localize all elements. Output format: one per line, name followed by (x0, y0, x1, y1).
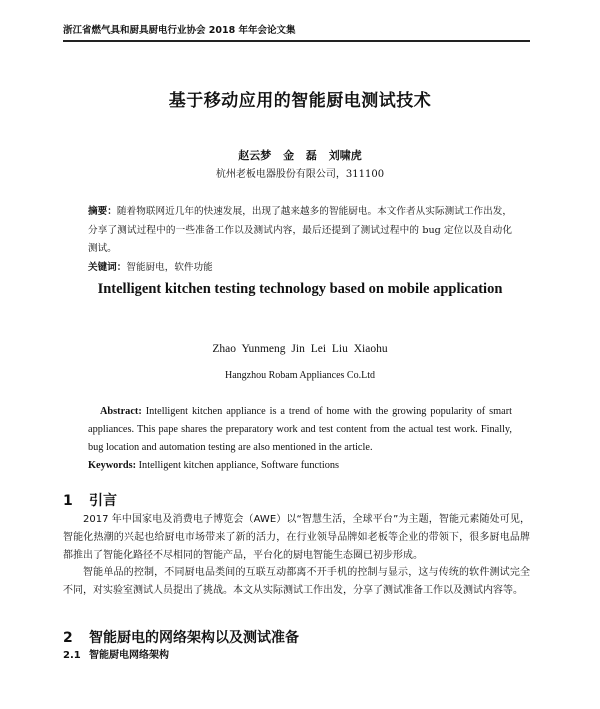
english-title: Intelligent kitchen testing technology based on mobile application (97, 281, 503, 297)
paragraph: 智能单品的控制，不同厨电品类间的互联互动都离不开手机的控制与显示，这与传统的软件测试完全不同，对实验室测试人员提出了挑战。本文从实际测试工作出发，分享了测试准备工作以及测试内容等。 (63, 567, 530, 597)
keywords-label: 关键词： (88, 261, 127, 273)
section-title: 引言 (89, 493, 117, 509)
english-authors: Zhao Yunmeng Jin Lei Liu Xiaohu (212, 343, 388, 355)
section-1-heading (63, 490, 117, 510)
header-rule (63, 40, 530, 42)
section-title: 智能厨电的网络架构以及测试准备 (89, 630, 299, 646)
affiliation: 杭州老板电器股份有限公司，311100 (215, 169, 385, 180)
subsection-number: 2.1 (63, 650, 81, 661)
abstract-en (88, 403, 512, 475)
paper-title: 基于移动应用的智能厨电测试技术 (168, 91, 432, 111)
paragraph: 2017 年中国家电及消费电子博览会（AWE）以“智慧生活，全球平台”为主题，智能元素随处可见，智能化热潮的兴起也给厨电市场带来了新的活力，在行业领导品牌如老板等企业的带领下，很多厨电品牌都推出了智能化路径不尽相同的智能产品，平台化的厨电智能生态圈已初步形成。 (63, 514, 530, 561)
section-number: 1 (63, 493, 73, 509)
running-header: 浙江省燃气具和厨具厨电行业协会 2018 年年会论文集 (63, 25, 296, 36)
authors: 赵云梦 金 磊 刘啸虎 (238, 149, 362, 162)
english-affiliation: Hangzhou Robam Appliances Co.Ltd (225, 370, 375, 381)
section-2-heading (63, 627, 299, 647)
abstract-cn (88, 203, 512, 277)
en-abstract-label: Abstract: (100, 406, 142, 417)
abstract-text: 随着物联网近几年的快速发展，出现了越来越多的智能厨电。本文作者从实际测试工作出发，分享了测试过程中的一些准备工作以及测试内容，最后还提到了测试过程中的 bug 定位以及自动化测试。 (88, 206, 513, 254)
section-number: 2 (63, 630, 73, 646)
en-abstract-text: Intelligent kitchen appliance is a trend of home with the growing popularity of smart appliances. This pape shares the preparatory work and test content from the actual test work. Finally, bug location and automation testing are also mentioned in the article. (88, 406, 513, 453)
subsection-title: 智能厨电网络架构 (89, 650, 169, 661)
keywords: 智能厨电，软件功能 (126, 261, 213, 273)
en-keywords-label: Keywords: (88, 460, 137, 471)
en-keywords: Intelligent kitchen appliance, Software functions (138, 460, 340, 471)
abstract-label: 摘要： (88, 206, 117, 217)
subsection-2-1-heading (63, 646, 169, 661)
section-1-body (63, 511, 530, 600)
